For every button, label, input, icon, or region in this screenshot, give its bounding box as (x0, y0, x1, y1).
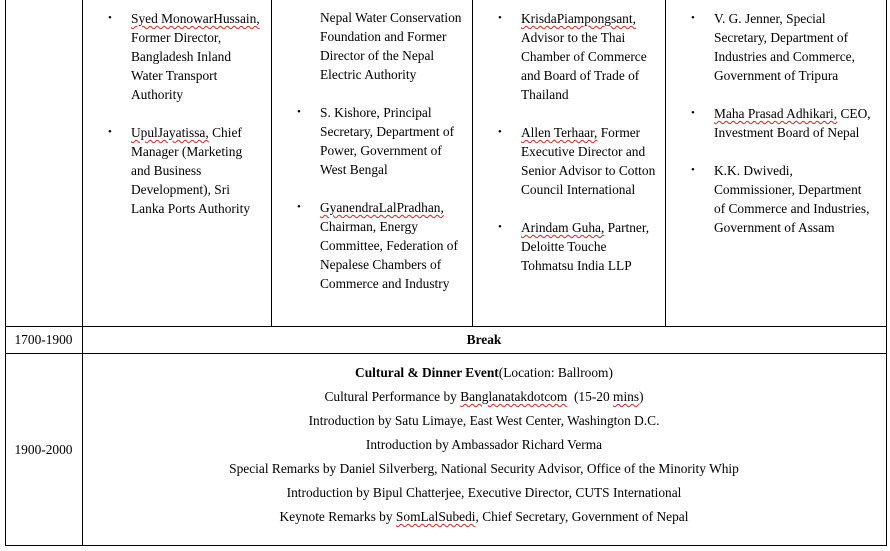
speaker-role: Partner, Deloitte Touche Tohmatsu India LLP (521, 220, 650, 273)
speaker-column-4 (691, 9, 873, 256)
speaker-role: Former Executive Director and Senior Advisor to Cotton Council International (521, 125, 656, 197)
bullet-icon: • (297, 201, 301, 213)
speaker-role: Commissioner, Department of Commerce and Industries, Government of Assam (714, 182, 870, 235)
grid-line-col4 (665, 0, 666, 326)
speaker-name: GyanendraLalPradhan, (320, 200, 444, 215)
grid-line-left (5, 0, 6, 546)
dinner-title: Cultural & Dinner Event (355, 365, 499, 380)
speaker-entry (498, 123, 659, 199)
speaker-entry (498, 218, 659, 275)
grid-line-row1-bottom (5, 326, 887, 327)
speaker-name: Arindam Guha, (521, 220, 605, 235)
program-line-performance: Cultural Performance by Banglanatakdotcom (15-20 mins) (324, 389, 644, 404)
bullet-icon: • (108, 12, 112, 24)
speaker-name: Allen Terhaar, (521, 125, 598, 140)
speaker-column-3 (498, 9, 659, 294)
speaker-name: KrisdaPiampongsant, (521, 11, 636, 26)
bullet-icon: • (498, 12, 502, 24)
speaker-entry (691, 161, 873, 237)
speaker-role: Special Secretary, Department of Industries and Commerce, Government of Tripura (714, 11, 855, 83)
bullet-icon: • (691, 107, 695, 119)
dinner-location: (Location: Ballroom) (498, 365, 613, 380)
bullet-icon: • (297, 106, 301, 118)
speaker-entry (108, 123, 262, 218)
speaker-name: V. G. Jenner, (714, 11, 783, 26)
program-line: Introduction by Bipul Chatterjee, Executive Director, CUTS International (286, 485, 682, 500)
speaker-name: S. Kishore, (320, 105, 380, 120)
speaker-entry (108, 9, 262, 104)
grid-line-table-bottom (5, 545, 887, 546)
break-label: Break (466, 332, 502, 347)
speaker-column-2 (297, 8, 465, 312)
grid-line-col3 (472, 0, 473, 326)
speaker-role: CEO, Investment Board of Nepal (714, 106, 871, 140)
speaker-name: Maha Prasad Adhikari, (714, 106, 838, 121)
speaker-role: Chairman, Energy Committee, Federation of Nepalese Chambers of Commerce and Industry (320, 219, 458, 291)
program-line: Special Remarks by Daniel Silverberg, National Security Advisor, Office of the Minority Whip (229, 461, 739, 476)
speaker-name: K.K. Dwivedi, (714, 163, 793, 178)
bullet-icon: • (498, 126, 502, 138)
speaker-role: Chief Manager (Marketing and Business Development), Sri Lanka Ports Authority (131, 125, 251, 216)
speaker-role: Advisor to the Thai Chamber of Commerce and Board of Trade of Thailand (521, 30, 647, 102)
dinner-time: 1900-2000 (14, 442, 73, 457)
speaker-entry (297, 198, 465, 293)
bullet-icon: • (108, 126, 112, 138)
grid-line-col2 (271, 0, 272, 326)
speaker-name: UpulJayatissa, (131, 125, 209, 140)
program-line-keynote: Keynote Remarks by SomLalSubedi, Chief Secretary, Government of Nepal (279, 509, 689, 524)
speaker-role: Principal Secretary, Department of Power, Government of West Bengal (320, 105, 455, 177)
program-line: Introduction by Ambassador Richard Verma (365, 437, 603, 452)
bullet-icon: • (691, 164, 695, 176)
speaker-entry (498, 9, 659, 104)
speaker-name: Syed MonowarHussain, (131, 11, 260, 26)
grid-line-row2-bottom (5, 353, 887, 354)
speaker-role-continuation: Nepal Water Conservation Foundation and Former Director of the Nepal Electric Authority (320, 10, 462, 82)
bullet-icon: • (498, 221, 502, 233)
speaker-entry (691, 9, 873, 85)
grid-line-right (886, 0, 887, 546)
speaker-role: Former Director, Bangladesh Inland Water Transport Authority (131, 30, 232, 102)
bullet-icon: • (691, 12, 695, 24)
speaker-entry (297, 103, 465, 179)
dinner-title-line (82, 361, 886, 385)
break-time: 1700-1900 (14, 332, 73, 347)
program-line: Introduction by Satu Limaye, East West Center, Washington D.C. (308, 413, 660, 428)
speaker-column-1 (108, 9, 262, 237)
speaker-entry (691, 104, 873, 142)
